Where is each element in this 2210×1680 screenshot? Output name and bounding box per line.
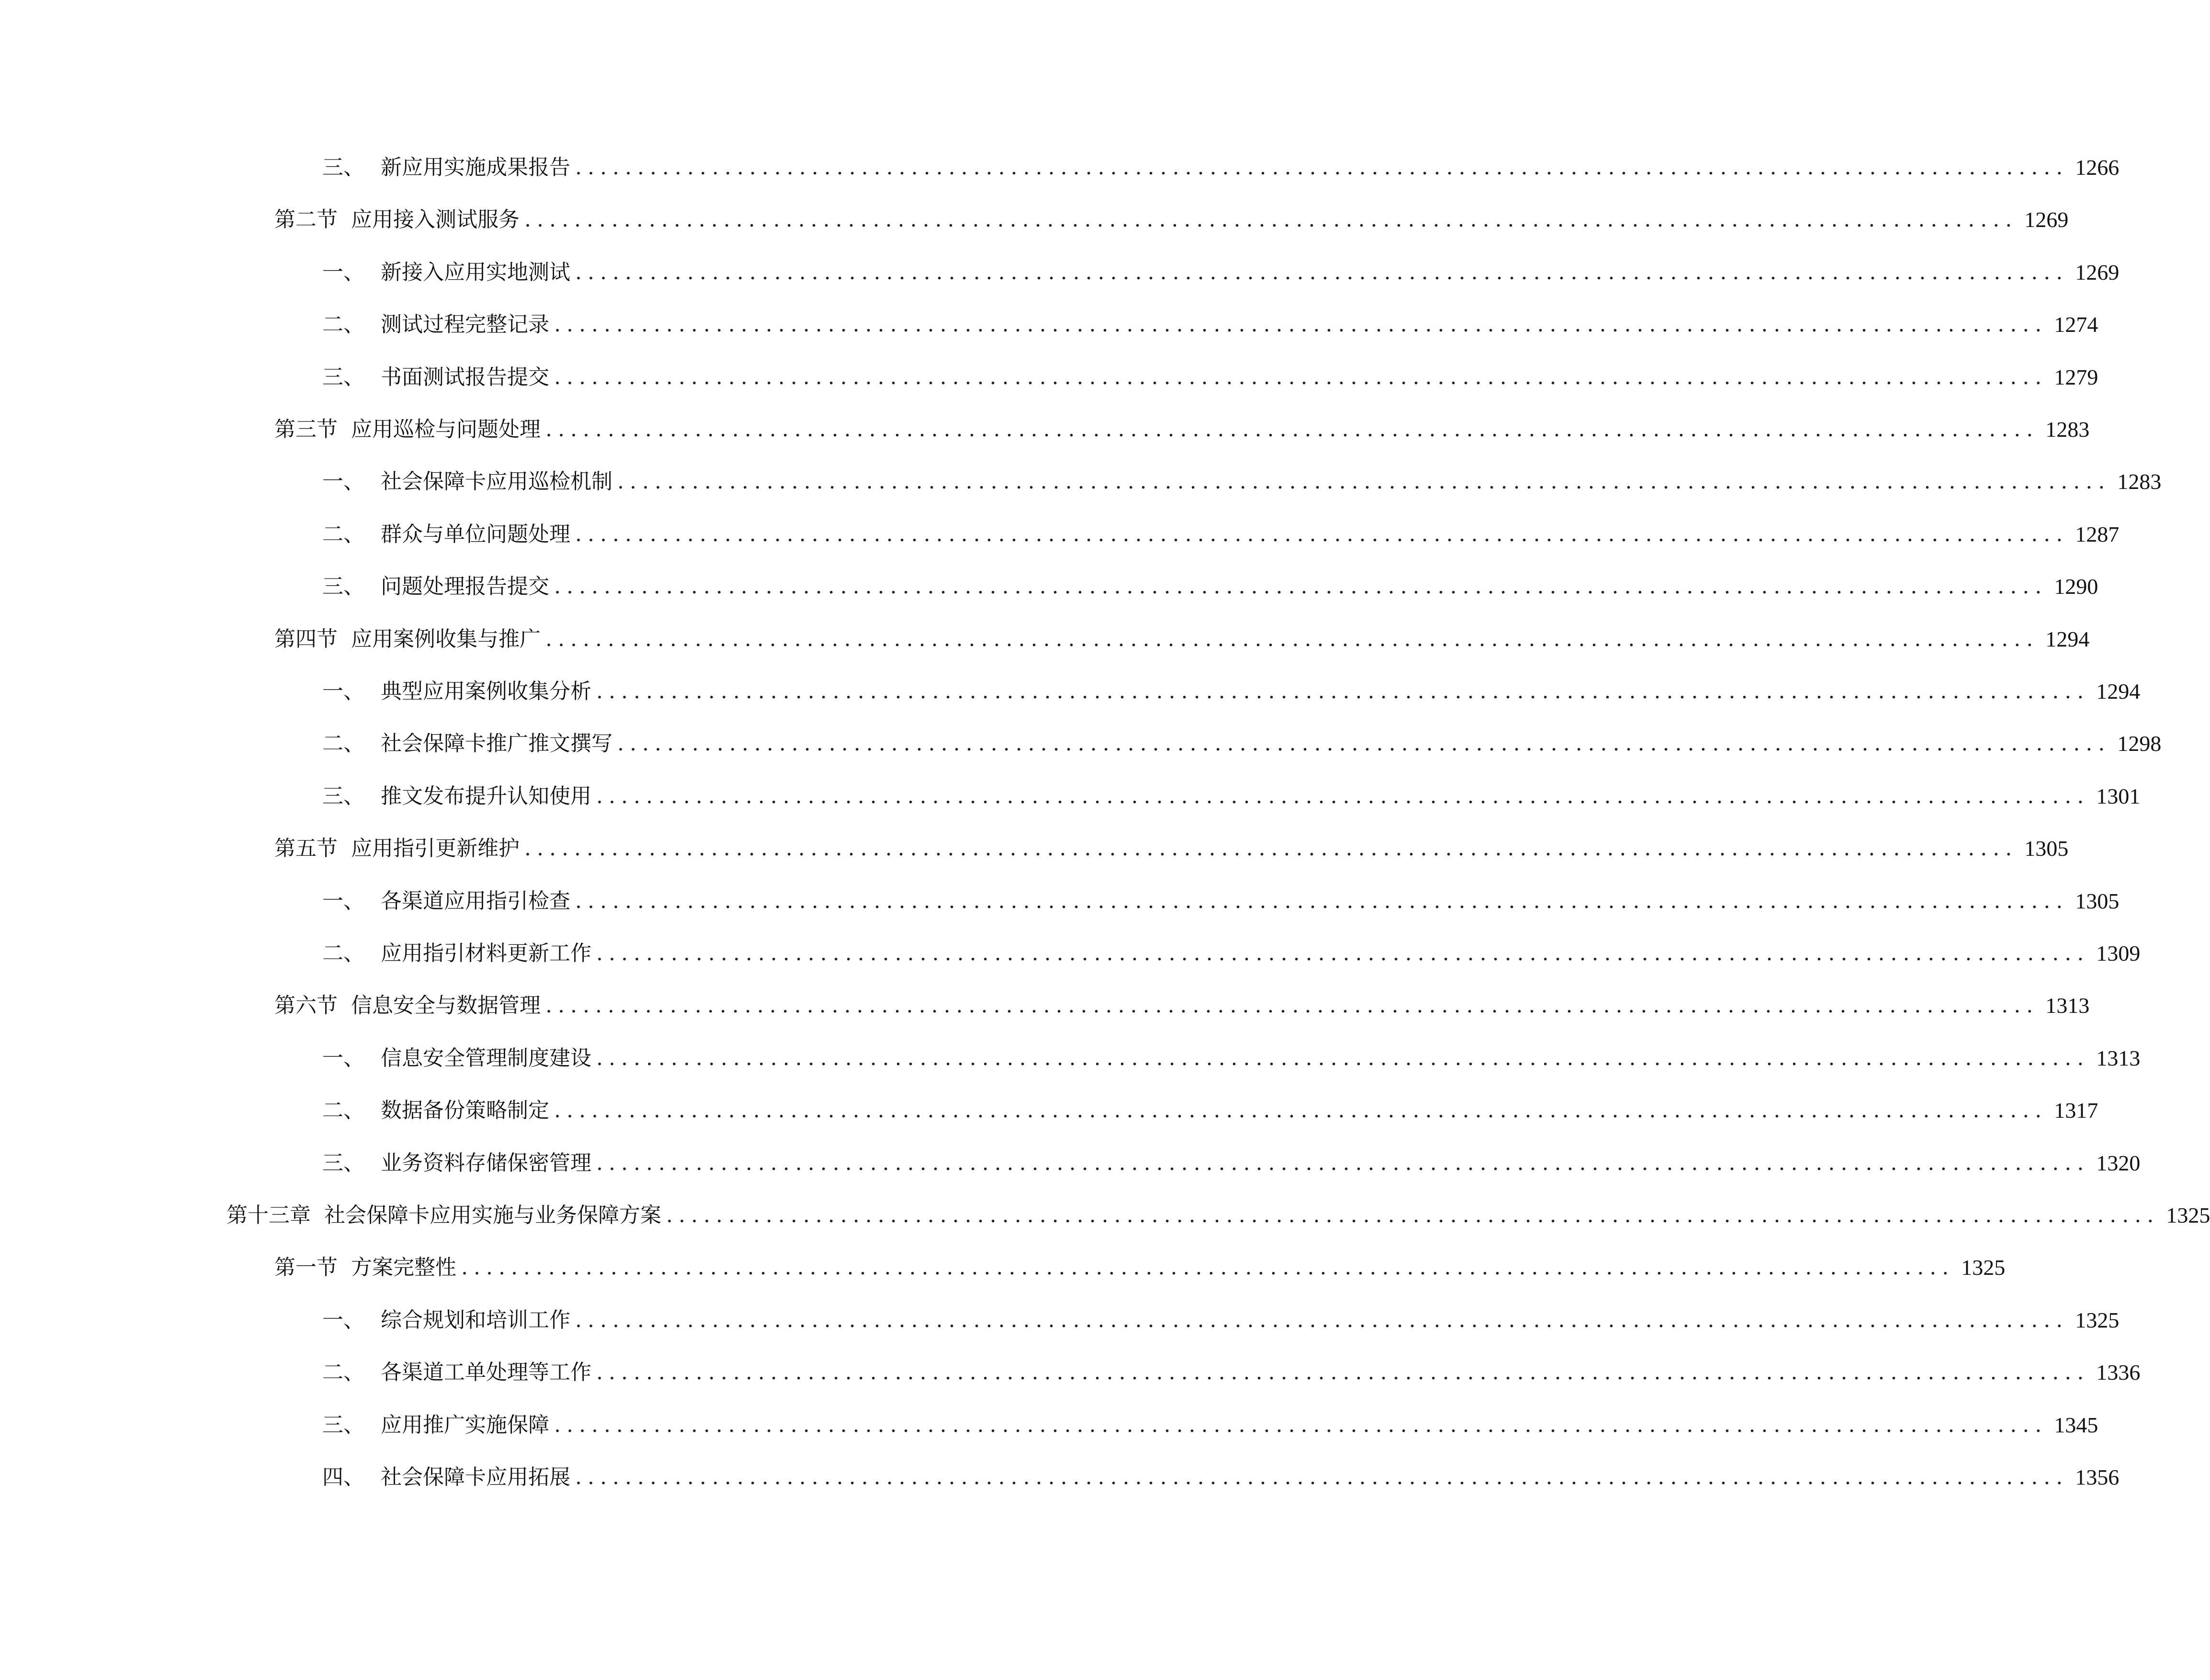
toc-entry-title: 业务资料存储保密管理 [381, 1151, 591, 1175]
toc-entry-number: 一、 [322, 1308, 364, 1332]
toc-entry[interactable] [274, 203, 2069, 237]
toc-entry-page-number: 1309 [2096, 941, 2141, 965]
toc-entry-number: 第三节 [274, 417, 338, 442]
toc-dot-leader: ........................................................................................................................ [575, 155, 2069, 180]
toc-entry-title: 问题处理报告提交 [381, 574, 549, 599]
toc-entry-page-number: 1305 [2024, 836, 2069, 861]
toc-entry[interactable] [322, 518, 2119, 551]
toc-entry-title: 信息安全管理制度建设 [381, 1046, 591, 1070]
toc-entry-number: 三、 [322, 784, 364, 808]
toc-dot-leader: ........................................................................................................................ [596, 941, 2090, 965]
toc-entry-page-number: 1269 [2075, 260, 2119, 284]
toc-entry-page-number: 1345 [2054, 1413, 2098, 1437]
toc-entry-page-number: 1294 [2045, 627, 2090, 651]
toc-entry-number: 第一节 [274, 1255, 338, 1280]
toc-dot-leader: ........................................................................................................................ [596, 1360, 2090, 1385]
toc-entry-title: 应用指引更新维护 [351, 836, 520, 861]
toc-dot-leader: ........................................................................................................................ [596, 784, 2090, 808]
toc-entry-title: 数据备份策略制定 [381, 1098, 549, 1123]
toc-entry[interactable] [322, 937, 2141, 970]
toc-entry-title: 社会保障卡推广推文撰写 [381, 731, 612, 756]
toc-dot-leader: ........................................................................................................................ [545, 627, 2039, 651]
toc-entry-number: 一、 [322, 260, 364, 284]
toc-entry-title: 社会保障卡应用拓展 [381, 1465, 570, 1489]
toc-entry-title: 应用巡检与问题处理 [351, 417, 541, 442]
toc-entry[interactable] [322, 780, 2141, 813]
toc-entry-number: 三、 [322, 574, 364, 599]
toc-entry-title: 应用指引材料更新工作 [381, 941, 591, 965]
toc-entry-number: 第二节 [274, 207, 338, 232]
toc-dot-leader: ........................................................................................................................ [575, 1308, 2069, 1332]
toc-entry-title: 信息安全与数据管理 [351, 993, 541, 1018]
toc-entry-title: 新应用实施成果报告 [381, 155, 570, 180]
toc-entry-title: 各渠道应用指引检查 [381, 889, 570, 913]
toc-entry[interactable] [274, 623, 2090, 656]
toc-dot-leader: ........................................................................................................................ [554, 574, 2048, 599]
toc-entry-title: 社会保障卡应用实施与业务保障方案 [324, 1203, 661, 1227]
toc-entry[interactable] [322, 885, 2119, 918]
toc-entry[interactable] [227, 1199, 2210, 1232]
toc-entry[interactable] [274, 1251, 2006, 1284]
toc-entry-title: 应用接入测试服务 [351, 207, 520, 232]
toc-entry[interactable] [322, 1408, 2098, 1442]
toc-entry-number: 第五节 [274, 836, 338, 861]
toc-entry[interactable] [322, 1094, 2098, 1127]
toc-entry-number: 一、 [322, 1046, 364, 1070]
toc-dot-leader: ........................................................................................................................ [575, 260, 2069, 284]
toc-dot-leader: ........................................................................................................................ [596, 679, 2090, 704]
toc-entry-title: 书面测试报告提交 [381, 365, 549, 389]
toc-entry-title: 社会保障卡应用巡检机制 [381, 469, 612, 494]
toc-entry-number: 第六节 [274, 993, 338, 1018]
toc-entry[interactable] [322, 1461, 2119, 1494]
toc-dot-leader: ........................................................................................................................ [461, 1255, 1955, 1280]
toc-dot-leader: ........................................................................................................................ [554, 312, 2048, 337]
toc-entry-title: 新接入应用实地测试 [381, 260, 570, 284]
toc-dot-leader: ........................................................................................................................ [545, 417, 2039, 442]
toc-entry-number: 三、 [322, 365, 364, 389]
toc-entry-title: 综合规划和培训工作 [381, 1308, 570, 1332]
toc-entry-number: 二、 [322, 312, 364, 337]
toc-entry[interactable] [322, 308, 2098, 341]
toc-entry-title: 应用案例收集与推广 [351, 627, 541, 651]
toc-dot-leader: ........................................................................................................................ [575, 1465, 2069, 1489]
toc-entry[interactable] [274, 989, 2090, 1022]
toc-entry-page-number: 1356 [2075, 1465, 2119, 1489]
toc-entry[interactable] [274, 413, 2090, 446]
toc-entry-number: 第十三章 [227, 1203, 311, 1227]
toc-entry-page-number: 1325 [2166, 1203, 2210, 1227]
toc-entry-page-number: 1298 [2117, 731, 2162, 756]
toc-entry-title: 应用推广实施保障 [381, 1413, 549, 1437]
toc-entry[interactable] [322, 1146, 2141, 1180]
toc-dot-leader: ........................................................................................................................ [666, 1203, 2160, 1227]
toc-entry-number: 二、 [322, 1098, 364, 1123]
toc-dot-leader: ........................................................................................................................ [575, 889, 2069, 913]
toc-entry-title: 方案完整性 [351, 1255, 456, 1280]
toc-dot-leader: ........................................................................................................................ [554, 1413, 2048, 1437]
toc-entry-number: 三、 [322, 1413, 364, 1437]
toc-entry[interactable] [322, 570, 2098, 603]
toc-entry-number: 一、 [322, 679, 364, 704]
toc-entry[interactable] [322, 675, 2141, 708]
toc-entry[interactable] [322, 727, 2162, 761]
toc-entry[interactable] [274, 832, 2069, 865]
toc-entry-number: 二、 [322, 1360, 364, 1385]
toc-dot-leader: ........................................................................................................................ [575, 522, 2069, 546]
toc-entry-page-number: 1283 [2045, 417, 2090, 442]
toc-dot-leader: ........................................................................................................................ [617, 731, 2111, 756]
toc-entry-page-number: 1325 [2075, 1308, 2119, 1332]
toc-entry-page-number: 1290 [2054, 574, 2098, 599]
toc-entry-page-number: 1279 [2054, 365, 2098, 389]
toc-dot-leader: ........................................................................................................................ [554, 1098, 2048, 1123]
toc-entry-page-number: 1325 [1961, 1255, 2006, 1280]
toc-entry-number: 二、 [322, 522, 364, 546]
toc-entry[interactable] [322, 151, 2119, 184]
toc-entry-page-number: 1266 [2075, 155, 2119, 180]
toc-entry-title: 典型应用案例收集分析 [381, 679, 591, 704]
toc-entry-number: 四、 [322, 1465, 364, 1489]
toc-entry-number: 三、 [322, 1151, 364, 1175]
toc-entry[interactable] [322, 1304, 2119, 1337]
toc-entry-page-number: 1301 [2096, 784, 2141, 808]
toc-entry-page-number: 1283 [2117, 469, 2162, 494]
toc-dot-leader: ........................................................................................................................ [596, 1151, 2090, 1175]
toc-entry-number: 一、 [322, 469, 364, 494]
toc-entry-title: 推文发布提升认知使用 [381, 784, 591, 808]
toc-entry-page-number: 1287 [2075, 522, 2119, 546]
toc-entry-page-number: 1313 [2096, 1046, 2141, 1070]
toc-entry-number: 三、 [322, 155, 364, 180]
toc-entry-page-number: 1320 [2096, 1151, 2141, 1175]
toc-entry-number: 一、 [322, 889, 364, 913]
toc-entry[interactable] [322, 361, 2098, 394]
toc-entry-title: 测试过程完整记录 [381, 312, 549, 337]
toc-dot-leader: ........................................................................................................................ [524, 836, 2018, 861]
toc-entry[interactable] [322, 1042, 2141, 1075]
toc-entry[interactable] [322, 465, 2162, 499]
toc-dot-leader: ........................................................................................................................ [617, 469, 2111, 494]
toc-entry-page-number: 1269 [2024, 207, 2069, 232]
toc-entry-page-number: 1313 [2045, 993, 2090, 1018]
toc-dot-leader: ........................................................................................................................ [545, 993, 2039, 1018]
toc-dot-leader: ........................................................................................................................ [554, 365, 2048, 389]
toc-dot-leader: ........................................................................................................................ [524, 207, 2018, 232]
toc-entry-number: 第四节 [274, 627, 338, 651]
toc-entry[interactable] [322, 256, 2119, 289]
toc-entry-number: 二、 [322, 941, 364, 965]
toc-entry-page-number: 1274 [2054, 312, 2098, 337]
toc-entry-page-number: 1336 [2096, 1360, 2141, 1385]
toc-entry-page-number: 1317 [2054, 1098, 2098, 1123]
toc-entry-page-number: 1305 [2075, 889, 2119, 913]
toc-entry-title: 各渠道工单处理等工作 [381, 1360, 591, 1385]
toc-entry[interactable] [322, 1356, 2141, 1389]
toc-dot-leader: ........................................................................................................................ [596, 1046, 2090, 1070]
toc-entry-number: 二、 [322, 731, 364, 756]
toc-entry-title: 群众与单位问题处理 [381, 522, 570, 546]
toc-entry-page-number: 1294 [2096, 679, 2141, 704]
